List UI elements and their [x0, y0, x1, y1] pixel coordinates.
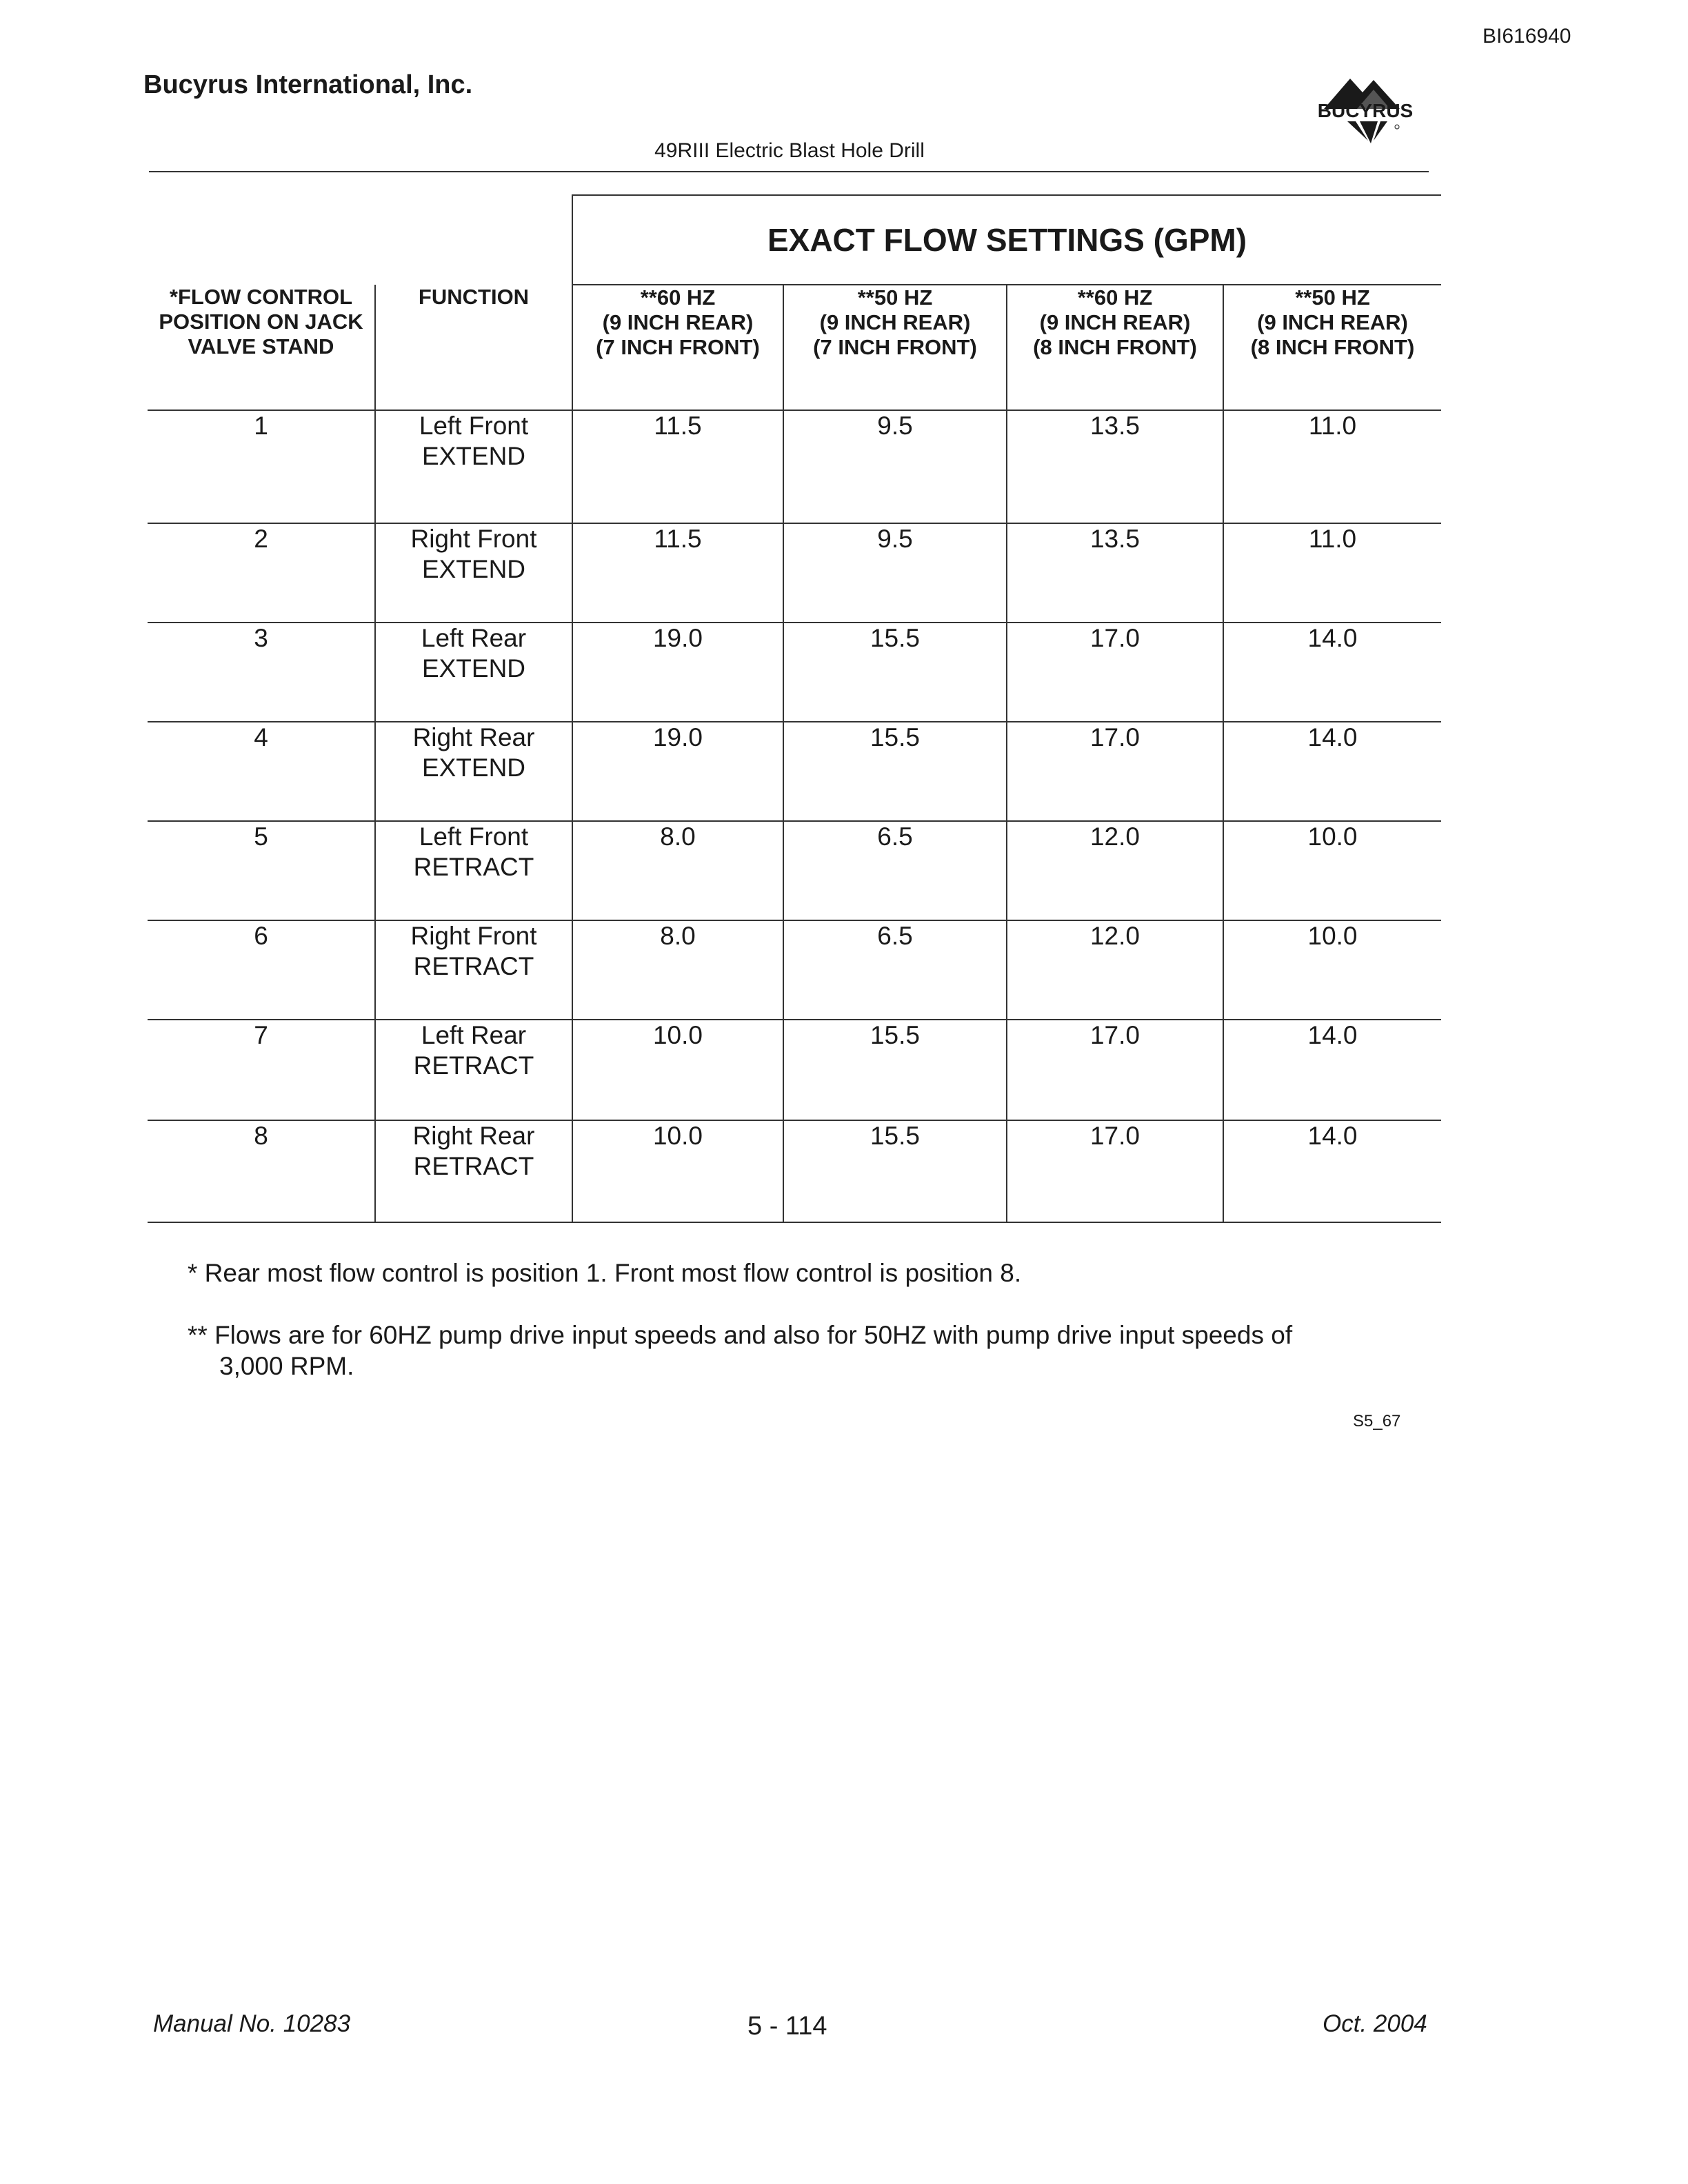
flow-value-cell-text: 17.0: [1089, 1122, 1140, 1150]
flow-value-cell: [783, 722, 1007, 821]
position-cell: [148, 920, 375, 1020]
document-id: BI616940: [1483, 25, 1571, 48]
table-row: [148, 1020, 1441, 1120]
flow-value-cell-text: 13.5: [1089, 525, 1140, 553]
flow-value-cell-text: 14.0: [1307, 723, 1358, 751]
header-position-line: POSITION ON JACK: [159, 310, 363, 334]
table-header-row: [148, 285, 1441, 410]
flow-value-cell-text: 15.5: [870, 723, 920, 751]
flow-value-cell-text: 10.0: [1307, 922, 1358, 950]
function-cell: [375, 623, 572, 722]
function-cell: [375, 410, 572, 523]
function-cell-text: EXTEND: [421, 555, 526, 583]
flow-value-cell: [572, 623, 783, 722]
function-cell-text: Right Front: [410, 525, 537, 553]
header-line: (9 INCH REAR): [1039, 310, 1191, 334]
flow-value-cell: [1007, 920, 1223, 1020]
header-line: **50 HZ: [857, 285, 933, 310]
position-cell-text: 7: [254, 1021, 268, 1049]
flow-value-cell-text: 19.0: [652, 723, 703, 751]
position-cell-text: 4: [254, 723, 268, 751]
function-cell-text: Right Rear: [412, 1122, 535, 1150]
function-cell-text: RETRACT: [413, 1152, 534, 1180]
flow-value-cell-text: 14.0: [1307, 1122, 1358, 1150]
header-position: [148, 285, 375, 410]
function-cell-text: RETRACT: [413, 853, 534, 881]
flow-value-cell: [1223, 722, 1441, 821]
flow-value-cell-text: 11.0: [1308, 412, 1357, 440]
header-line: (9 INCH REAR): [1257, 310, 1408, 334]
position-cell-text: 8: [254, 1122, 268, 1150]
function-cell-text: EXTEND: [421, 754, 526, 782]
function-cell: [375, 722, 572, 821]
table-row: [148, 722, 1441, 821]
company-name: Bucyrus International, Inc.: [143, 70, 473, 99]
table-row: [148, 523, 1441, 623]
flow-value-cell-text: 17.0: [1089, 624, 1140, 652]
header-line: **60 HZ: [640, 285, 716, 310]
header-divider: [149, 171, 1429, 172]
flow-value-cell-text: 14.0: [1307, 624, 1358, 652]
figure-code: S5_67: [1353, 1412, 1401, 1430]
flow-value-cell: [572, 821, 783, 920]
document-subtitle: 49RIII Electric Blast Hole Drill: [654, 139, 925, 162]
flow-value-cell-text: 8.0: [660, 922, 696, 950]
footnote-flows-line: ** Flows are for 60HZ pump drive input speeds and also for 50HZ with pump drive input speeds of: [188, 1321, 1293, 1349]
table-title-row: [148, 195, 1441, 285]
flow-value-cell: [572, 722, 783, 821]
flow-value-cell-text: 13.5: [1089, 412, 1140, 440]
position-cell-text: 6: [254, 922, 268, 950]
flow-value-cell: [1007, 1120, 1223, 1222]
header-flow-col-4: [1223, 285, 1441, 410]
header-line: (7 INCH FRONT): [596, 335, 760, 359]
position-cell: [148, 722, 375, 821]
flow-value-cell-text: 17.0: [1089, 1021, 1140, 1049]
function-cell-text: Right Rear: [412, 723, 535, 751]
flow-value-cell: [572, 1020, 783, 1120]
position-cell: [148, 623, 375, 722]
flow-value-cell-text: 15.5: [870, 1122, 920, 1150]
table-row: [148, 410, 1441, 523]
position-cell-text: 5: [254, 822, 268, 851]
flow-value-cell: [1223, 410, 1441, 523]
flow-value-cell: [1223, 1120, 1441, 1222]
flow-value-cell-text: 11.5: [654, 412, 702, 440]
flow-settings-table: [148, 194, 1441, 1223]
flow-value-cell-text: 12.0: [1089, 922, 1140, 950]
flow-value-cell-text: 15.5: [870, 1021, 920, 1049]
flow-value-cell: [572, 920, 783, 1020]
footnote-position: * Rear most flow control is position 1. Front most flow control is position 8.: [188, 1259, 1022, 1287]
footnote-flows-line: 3,000 RPM.: [219, 1352, 354, 1380]
footer-date: Oct. 2004: [1323, 2010, 1427, 2037]
function-cell: [375, 1020, 572, 1120]
table-row: [148, 920, 1441, 1020]
flow-value-cell: [783, 410, 1007, 523]
flow-value-cell-text: 14.0: [1307, 1021, 1358, 1049]
function-cell-text: EXTEND: [421, 442, 526, 470]
flow-value-cell: [1007, 623, 1223, 722]
table-title: EXACT FLOW SETTINGS (GPM): [572, 195, 1441, 285]
header-line: (8 INCH FRONT): [1033, 335, 1197, 359]
footer-manual-number: Manual No. 10283: [153, 2010, 351, 2037]
function-cell-text: Right Front: [410, 922, 537, 950]
flow-value-cell-text: 11.0: [1308, 525, 1357, 553]
flow-value-cell: [1223, 523, 1441, 623]
flow-value-cell: [572, 410, 783, 523]
flow-value-cell-text: 19.0: [652, 624, 703, 652]
header-position-line: VALVE STAND: [188, 334, 334, 358]
header-line: **60 HZ: [1077, 285, 1153, 310]
table-row: [148, 821, 1441, 920]
position-cell: [148, 410, 375, 523]
position-cell-text: 1: [254, 412, 268, 440]
header-line: (9 INCH REAR): [819, 310, 971, 334]
flow-value-cell-text: 15.5: [870, 624, 920, 652]
flow-value-cell-text: 12.0: [1089, 822, 1140, 851]
function-cell-text: Left Front: [419, 412, 529, 440]
flow-value-cell: [1223, 920, 1441, 1020]
blank-cell: [375, 195, 572, 285]
function-cell-text: Left Rear: [421, 624, 527, 652]
header-line: **50 HZ: [1295, 285, 1370, 310]
flow-value-cell: [572, 523, 783, 623]
blank-cell: [148, 195, 375, 285]
function-cell: [375, 1120, 572, 1222]
flow-value-cell-text: 6.5: [877, 922, 913, 950]
header-line: (7 INCH FRONT): [813, 335, 977, 359]
function-cell-text: EXTEND: [421, 654, 526, 682]
footnote-flows: [188, 1320, 1429, 1382]
flow-value-cell: [783, 1020, 1007, 1120]
flow-value-cell: [572, 1120, 783, 1222]
flow-value-cell: [783, 1120, 1007, 1222]
flow-value-cell-text: 9.5: [877, 412, 913, 440]
flow-value-cell: [1007, 1020, 1223, 1120]
flow-value-cell: [1223, 1020, 1441, 1120]
flow-value-cell-text: 10.0: [652, 1021, 703, 1049]
flow-value-cell: [1007, 410, 1223, 523]
position-cell: [148, 1020, 375, 1120]
header-line: (8 INCH FRONT): [1250, 335, 1415, 359]
function-cell-text: RETRACT: [413, 952, 534, 980]
flow-value-cell: [783, 821, 1007, 920]
flow-value-cell: [783, 523, 1007, 623]
position-cell: [148, 523, 375, 623]
function-cell-text: RETRACT: [413, 1051, 534, 1080]
position-cell: [148, 821, 375, 920]
header-function-label: FUNCTION: [418, 285, 530, 309]
flow-value-cell-text: 17.0: [1089, 723, 1140, 751]
function-cell-text: Left Front: [419, 822, 529, 851]
logo-text: BUCYRUS: [1317, 100, 1414, 121]
function-cell-text: Left Rear: [421, 1021, 527, 1049]
flow-value-cell: [1007, 722, 1223, 821]
header-flow-col-1: [572, 285, 783, 410]
header-flow-col-2: [783, 285, 1007, 410]
flow-value-cell-text: 11.5: [654, 525, 702, 553]
function-cell: [375, 523, 572, 623]
header-function: [375, 285, 572, 410]
position-cell: [148, 1120, 375, 1222]
header-flow-col-3: [1007, 285, 1223, 410]
flow-value-cell-text: 6.5: [877, 822, 913, 851]
footer-page-number: 5 - 114: [747, 2012, 827, 2041]
header-position-line: *FLOW CONTROL: [169, 285, 353, 309]
flow-value-cell: [1223, 623, 1441, 722]
flow-value-cell-text: 8.0: [660, 822, 696, 851]
flow-value-cell-text: 10.0: [652, 1122, 703, 1150]
flow-value-cell: [1223, 821, 1441, 920]
function-cell: [375, 821, 572, 920]
function-cell: [375, 920, 572, 1020]
flow-value-cell: [783, 920, 1007, 1020]
flow-value-cell: [1007, 821, 1223, 920]
flow-value-cell: [1007, 523, 1223, 623]
position-cell-text: 2: [254, 525, 268, 553]
table-row: [148, 1120, 1441, 1222]
flow-value-cell-text: 10.0: [1307, 822, 1358, 851]
flow-value-cell: [783, 623, 1007, 722]
header-line: (9 INCH REAR): [602, 310, 754, 334]
flow-value-cell-text: 9.5: [877, 525, 913, 553]
position-cell-text: 3: [254, 624, 268, 652]
table-row: [148, 623, 1441, 722]
